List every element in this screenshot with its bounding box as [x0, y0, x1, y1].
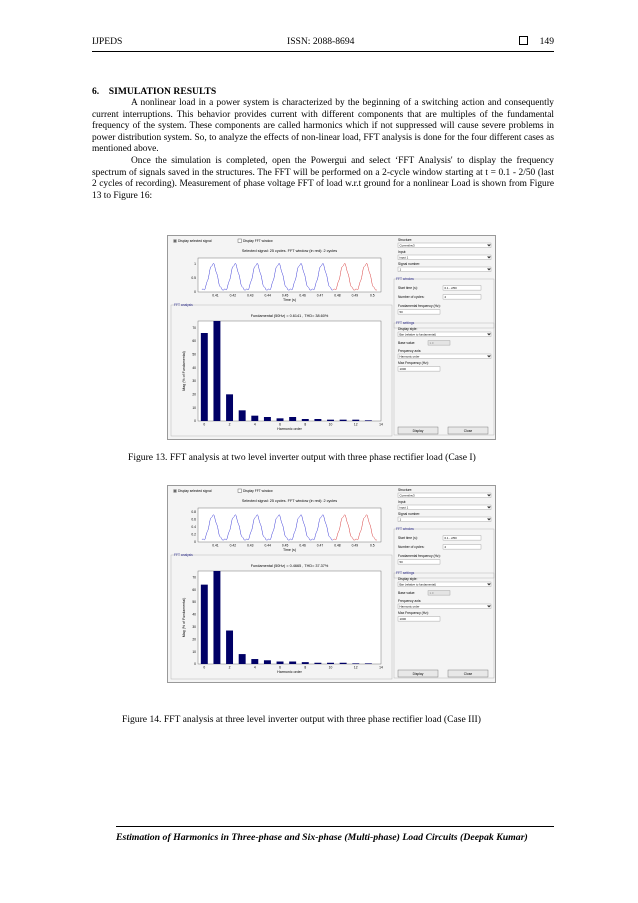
radio-fft-window-label: Display FFT window [243, 489, 273, 494]
signal-xtick-label: 0.48 [334, 293, 341, 298]
fft-window-panel-label: FFT window [396, 277, 414, 282]
signal-plot-axes [198, 258, 381, 292]
fft-bar [314, 663, 321, 664]
fft-bar [314, 419, 321, 421]
signal-ytick-label: 0.8 [191, 509, 196, 514]
signal-xtick-label: 0.45 [281, 543, 289, 548]
paragraph-1: A nonlinear load in a power system is characterized by the beginning of a switching action and consequently current interruptions. This behavior provides current with different components that are multiples of the fundamental frequency of the system. These components are called harmonics which if not suppressed will cause severe problems in power distribution system. So, to analyze the effects of non-linear load, FFT analysis is done for the four different cases as mentioned above. [92, 98, 554, 155]
signal-number-dropdown[interactable] [398, 517, 491, 522]
signal-xtick-label: 0.44 [264, 543, 271, 548]
running-header [92, 36, 554, 48]
signal-xtick-label: 0.47 [316, 293, 324, 298]
fft-xtick-label: 8 [304, 665, 307, 670]
cycles-label: Number of cycles: [398, 545, 425, 549]
figure-14-fft-gui [167, 485, 496, 683]
cycles-input[interactable] [443, 545, 481, 550]
fft-settings-panel-label: FFT settings [396, 321, 415, 326]
signal-xaxis-label: Time (s) [282, 548, 297, 552]
start-time-label: Start time (s): [398, 536, 418, 540]
input-dropdown[interactable] [398, 505, 491, 510]
fft-xtick-label: 14 [379, 422, 383, 427]
issn: ISSN: 2088-8694 [287, 36, 355, 47]
signal-number-value: 1 [399, 517, 402, 522]
fft-bar [201, 333, 208, 421]
fund-freq-value: 50 [399, 310, 403, 314]
footer-text: Estimation of Harmonics in Three-phase and Six-phase (Multi-phase) Load Circuits (Deepak Kumar) [116, 832, 528, 843]
input-dropdown[interactable] [398, 255, 491, 260]
fft-bar [201, 585, 208, 664]
cycles-input[interactable] [443, 295, 481, 300]
fft-ytick-label: 70 [192, 325, 196, 330]
fft-bar [251, 659, 258, 664]
fft-ytick-label: 10 [192, 649, 196, 654]
radio-fft-window-label: Display FFT window [243, 239, 273, 244]
fft-analysis-panel-label: FFT analysis [174, 303, 193, 308]
fft-bar [340, 420, 347, 421]
figure-13-fft-gui [167, 235, 496, 440]
signal-number-dropdown[interactable] [398, 267, 491, 272]
fund-freq-label: Fundamental frequency (Hz): [398, 304, 441, 308]
signal-ytick-label: 0.2 [191, 532, 196, 537]
base-value-label: Base value: [398, 341, 416, 345]
fft-chart-axes [198, 321, 381, 421]
input-label: Input: [398, 500, 407, 504]
fft-bar [264, 660, 271, 664]
fft-ytick-label: 40 [192, 612, 196, 617]
fft-xtick-label: 12 [353, 422, 358, 427]
fft-bar [213, 321, 220, 421]
start-time-label: Start time (s): [398, 286, 418, 290]
fft-xaxis-label: Harmonic order [277, 427, 302, 431]
fft-ytick-label: 60 [192, 587, 196, 592]
signal-xtick-label: 0.43 [247, 293, 254, 298]
signal-xtick-label: 0.42 [229, 543, 237, 548]
signal-ytick-label: 0.5 [191, 276, 196, 281]
signal-plot-title: Selected signal: 25 cycles. FFT window (in red): 2 cycles [241, 249, 338, 253]
cycles-label: Number of cycles: [398, 295, 425, 299]
display-button-label: Display [412, 671, 424, 676]
page-number-wrap [519, 36, 554, 47]
fund-freq-input[interactable] [398, 560, 440, 565]
fft-bar [264, 417, 271, 421]
signal-number-label: Signal number: [398, 262, 421, 266]
close-button-label: Close [463, 671, 473, 676]
base-value-value: 1.0 [429, 591, 434, 595]
fft-ytick-label: 0 [194, 662, 196, 667]
body-text [92, 98, 554, 202]
fund-freq-label: Fundamental frequency (Hz): [398, 554, 441, 558]
fft-analysis-panel-label: FFT analysis [174, 553, 193, 558]
display-style-label: Display style: [398, 327, 418, 331]
signal-ytick-label: 0 [194, 290, 196, 295]
fft-bar [251, 416, 258, 421]
fft-yaxis-label: Mag (% of Fundamental) [182, 351, 186, 391]
freq-axis-value: Harmonic order [399, 604, 420, 609]
signal-xtick-label: 0.5 [369, 293, 375, 298]
fft-bar [213, 571, 220, 664]
signal-xtick-label: 0.46 [299, 293, 306, 298]
fft-xtick-label: 2 [228, 665, 231, 670]
signal-ytick-label: 0 [194, 540, 196, 545]
figure-14-caption: Figure 14. FFT analysis at three level inverter output with three phase rectifier load (Case III) [122, 714, 481, 725]
base-value-value: 1.0 [429, 341, 434, 345]
freq-axis-label: Frequency axis: [398, 599, 422, 603]
structure-label: Structure: [398, 488, 413, 492]
fft-ytick-label: 60 [192, 339, 196, 344]
fft-xtick-label: 14 [379, 665, 383, 670]
structure-value: CurrentInv3 [399, 243, 415, 248]
checkbox-square-icon [519, 36, 528, 45]
signal-xtick-label: 0.46 [299, 543, 306, 548]
fft-xtick-label: 0 [203, 422, 206, 427]
freq-axis-label: Frequency axis: [398, 349, 422, 353]
input-value: input 1 [399, 255, 409, 260]
fft-ytick-label: 40 [192, 365, 196, 370]
signal-xtick-label: 0.44 [264, 293, 271, 298]
max-freq-label: Max Frequency (Hz): [398, 361, 429, 365]
fft-xtick-label: 4 [253, 422, 256, 427]
radio-selected-dot-icon [174, 490, 176, 492]
figure-14-svg [168, 486, 495, 682]
signal-ytick-label: 0.4 [191, 525, 196, 530]
fft-bar [302, 662, 309, 664]
fft-xtick-label: 8 [304, 422, 307, 427]
fft-bar [226, 631, 233, 664]
structure-label: Structure: [398, 238, 413, 242]
fft-bar [352, 420, 359, 421]
fft-ytick-label: 50 [192, 352, 196, 357]
signal-xtick-label: 0.49 [351, 543, 359, 548]
figure-13-caption: Figure 13. FFT analysis at two level inverter output with three phase rectifier load (Case I) [128, 452, 476, 463]
display-button-label: Display [412, 428, 424, 433]
signal-xtick-label: 0.47 [316, 543, 324, 548]
fft-bar [226, 394, 233, 421]
input-label: Input: [398, 250, 407, 254]
fft-settings-panel [394, 573, 494, 678]
fft-xtick-label: 10 [328, 422, 333, 427]
fft-bar [277, 662, 284, 664]
fft-bar [289, 417, 296, 421]
journal-name: IJPEDS [92, 36, 123, 47]
section-title: SIMULATION RESULTS [108, 86, 217, 97]
page-number: 149 [539, 36, 554, 47]
fft-ytick-label: 10 [192, 405, 196, 410]
fft-bar [327, 663, 334, 664]
fft-ytick-label: 50 [192, 600, 196, 605]
start-time-value: 0.1 - 2/50 [444, 286, 457, 290]
signal-xtick-label: 0.48 [334, 543, 341, 548]
fft-chart-title: Fundamental (50Hz) = 0.4665 , THD= 37.37% [250, 564, 329, 568]
fft-chart-axes [198, 571, 381, 664]
input-value: input 1 [399, 505, 409, 510]
display-style-value: Bar (relative to fundamental) [399, 582, 436, 587]
cycles-value: 2 [444, 295, 447, 299]
fft-bar [365, 420, 372, 421]
fft-bar [352, 663, 359, 664]
fft-xtick-label: 6 [279, 665, 281, 670]
fft-ytick-label: 20 [192, 637, 196, 642]
start-time-value: 0.1 - 2/50 [444, 536, 457, 540]
radio-fft-window-icon [238, 239, 242, 243]
base-value-label: Base value: [398, 591, 416, 595]
signal-xtick-label: 0.41 [212, 293, 219, 298]
header-rule [92, 51, 554, 52]
fft-window-panel-label: FFT window [396, 527, 414, 532]
fft-yaxis-label: Mag (% of Fundamental) [182, 597, 186, 638]
fft-bar [277, 418, 284, 421]
radio-fft-window-icon [238, 489, 242, 493]
fund-freq-value: 50 [399, 560, 403, 564]
display-style-value: Bar (relative to fundamental) [399, 332, 436, 337]
fft-ytick-label: 70 [192, 575, 196, 580]
signal-xtick-label: 0.45 [281, 293, 289, 298]
fft-xtick-label: 2 [228, 422, 231, 427]
signal-ytick-label: 1 [194, 261, 196, 266]
close-button-label: Close [463, 428, 473, 433]
fund-freq-input[interactable] [398, 310, 440, 315]
fft-xtick-label: 4 [253, 665, 256, 670]
paragraph-2: Once the simulation is completed, open the Powergui and select ‘FFT Analysis' to display the frequency spectrum of signals saved in the structures. The FFT will be performed on a 2-cycle window starting at t = 0.1 - 2/50 (last 2 cycles of recording). Measurement of phase voltage FFT of load w.r.t ground for a nonlinear Load is shown from Figure 13 to Figure 16: [92, 155, 554, 201]
signal-xaxis-label: Time (s) [282, 298, 297, 302]
fft-xtick-label: 10 [328, 665, 333, 670]
structure-value: CurrentInv3 [399, 493, 415, 498]
signal-plot-axes [198, 508, 381, 542]
signal-number-label: Signal number: [398, 512, 421, 516]
signal-ytick-label: 0.6 [191, 517, 196, 522]
fft-bar [302, 419, 309, 421]
signal-xtick-label: 0.41 [212, 543, 219, 548]
fft-settings-panel [394, 323, 494, 435]
signal-xtick-label: 0.43 [247, 543, 254, 548]
fft-xaxis-label: Harmonic order [277, 670, 302, 674]
signal-xtick-label: 0.49 [351, 293, 359, 298]
fft-xtick-label: 12 [353, 665, 358, 670]
max-freq-label: Max Frequency (Hz): [398, 611, 429, 615]
fft-xtick-label: 0 [203, 665, 206, 670]
figure-13-svg [168, 236, 495, 439]
max-freq-value: 1000 [399, 367, 406, 371]
display-style-label: Display style: [398, 577, 418, 581]
freq-axis-value: Harmonic order [399, 354, 420, 359]
fft-bar [239, 410, 246, 421]
fft-bar [289, 662, 296, 664]
fft-bar [340, 663, 347, 664]
fft-ytick-label: 30 [192, 379, 196, 384]
signal-number-value: 1 [399, 267, 402, 272]
fft-bar [327, 420, 334, 421]
radio-selected-dot-icon [174, 240, 176, 242]
signal-plot-title: Selected signal: 25 cycles. FFT window (in red): 2 cycles [241, 499, 338, 503]
section-heading [92, 86, 216, 97]
section-number: 6. [92, 86, 100, 97]
fft-ytick-label: 20 [192, 392, 196, 397]
fft-settings-panel-label: FFT settings [396, 571, 415, 576]
fft-ytick-label: 0 [194, 419, 196, 424]
fft-bar [239, 654, 246, 664]
fft-chart-title: Fundamental (50Hz) = 0.6141 , THD= 38.60% [250, 314, 329, 318]
footer-rule [116, 826, 554, 827]
radio-selected-signal-label: Display selected signal [178, 239, 212, 244]
fft-ytick-label: 30 [192, 625, 196, 629]
max-freq-value: 1000 [399, 617, 406, 621]
signal-xtick-label: 0.5 [369, 543, 375, 548]
fft-xtick-label: 6 [279, 422, 281, 427]
signal-xtick-label: 0.42 [229, 293, 237, 298]
fft-bar [365, 663, 372, 664]
cycles-value: 2 [444, 545, 447, 549]
radio-selected-signal-label: Display selected signal [178, 489, 212, 494]
